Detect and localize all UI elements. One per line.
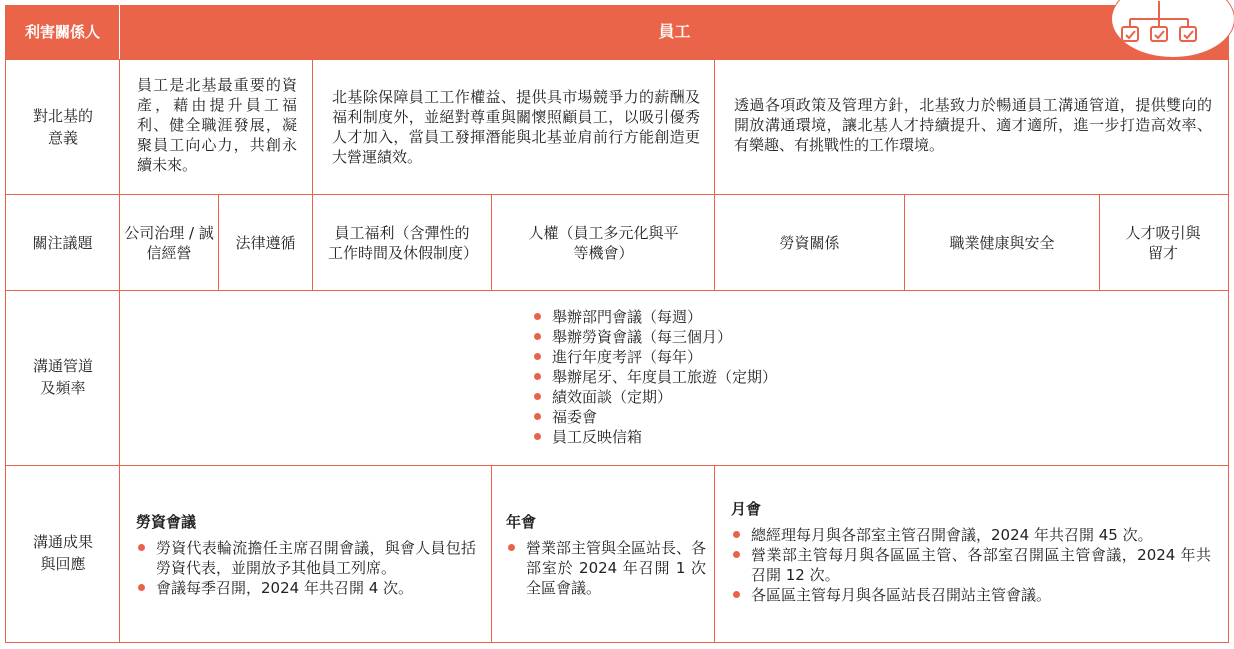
list-item: 舉辦尾牙、年度員工旅遊（定期）	[532, 367, 832, 387]
topic-human-rights: 人權（員工多元化與平等機會）	[528, 223, 679, 262]
results-monthly	[731, 499, 1211, 605]
results-annual-title: 年會	[506, 513, 537, 531]
list-item: 營業部主管與全區站長、各部室於 2024 年召開 1 次全區會議。	[506, 538, 706, 598]
list-item: 勞資代表輪流擔任主席召開會議，與會人員包括勞資代表，並開放予其他員工列席。	[136, 538, 476, 578]
results-monthly-title: 月會	[731, 500, 762, 518]
significance-label: 對北基的意義	[32, 107, 93, 147]
list-item: 總經理每月與各部室主管召開會議，2024 年共召開 45 次。	[731, 525, 1211, 545]
significance-text-2: 北基除保障員工工作權益、提供具市場競爭力的薪酬及福利制度外，並絕對尊重與關懷照顧員工，以吸引優秀人才加入，當員工發揮潛能與北基並肩前行方能創造更大營運績效。	[332, 88, 700, 166]
stakeholder-value: 員工	[120, 5, 1229, 59]
topic-governance: 公司治理 / 誠信經營	[124, 223, 214, 262]
list-item: 會議每季召開，2024 年共召開 4 次。	[136, 578, 476, 598]
results-annual	[506, 512, 706, 598]
topic-talent: 人才吸引與留才	[1125, 223, 1201, 262]
results-label: 溝通成果與回應	[32, 533, 93, 573]
list-item: 各區區主管每月與各區站長召開站主管會議。	[731, 585, 1211, 605]
stakeholder-table	[5, 5, 1229, 643]
list-item: 績效面談（定期）	[532, 387, 832, 407]
list-item: 舉辦部門會議（每週）	[532, 307, 832, 327]
topic-labor-relations: 勞資關係	[779, 233, 840, 252]
channels-label: 溝通管道及頻率	[32, 357, 93, 397]
topic-compliance: 法律遵循	[235, 233, 296, 252]
list-item: 福委會	[532, 407, 832, 427]
list-item: 進行年度考評（每年）	[532, 347, 832, 367]
stakeholder-label: 利害關係人	[6, 5, 119, 59]
topic-health-safety: 職業健康與安全	[949, 233, 1055, 252]
channels-list	[532, 307, 832, 447]
list-item: 員工反映信箱	[532, 427, 832, 447]
topic-welfare: 員工福利（含彈性的工作時間及休假制度）	[328, 223, 479, 262]
list-item: 舉辦勞資會議（每三個月）	[532, 327, 832, 347]
significance-text-1: 員工是北基最重要的資產，藉由提升員工福利、健全職涯發展，凝聚員工向心力，共創永續未來。	[137, 76, 297, 174]
list-item: 營業部主管每月與各區區主管、各部室召開區主管會議，2024 年共召開 12 次。	[731, 545, 1211, 585]
results-labor	[136, 512, 476, 598]
topics-label: 關注議題	[32, 233, 93, 252]
significance-text-3: 透過各項政策及管理方針，北基致力於暢通員工溝通管道，提供雙向的開放溝通環境，讓北基人才持續提升、適才適所，進一步打造高效率、有樂趣、有挑戰性的工作環境。	[734, 96, 1212, 154]
results-labor-title: 勞資會議	[136, 513, 197, 531]
